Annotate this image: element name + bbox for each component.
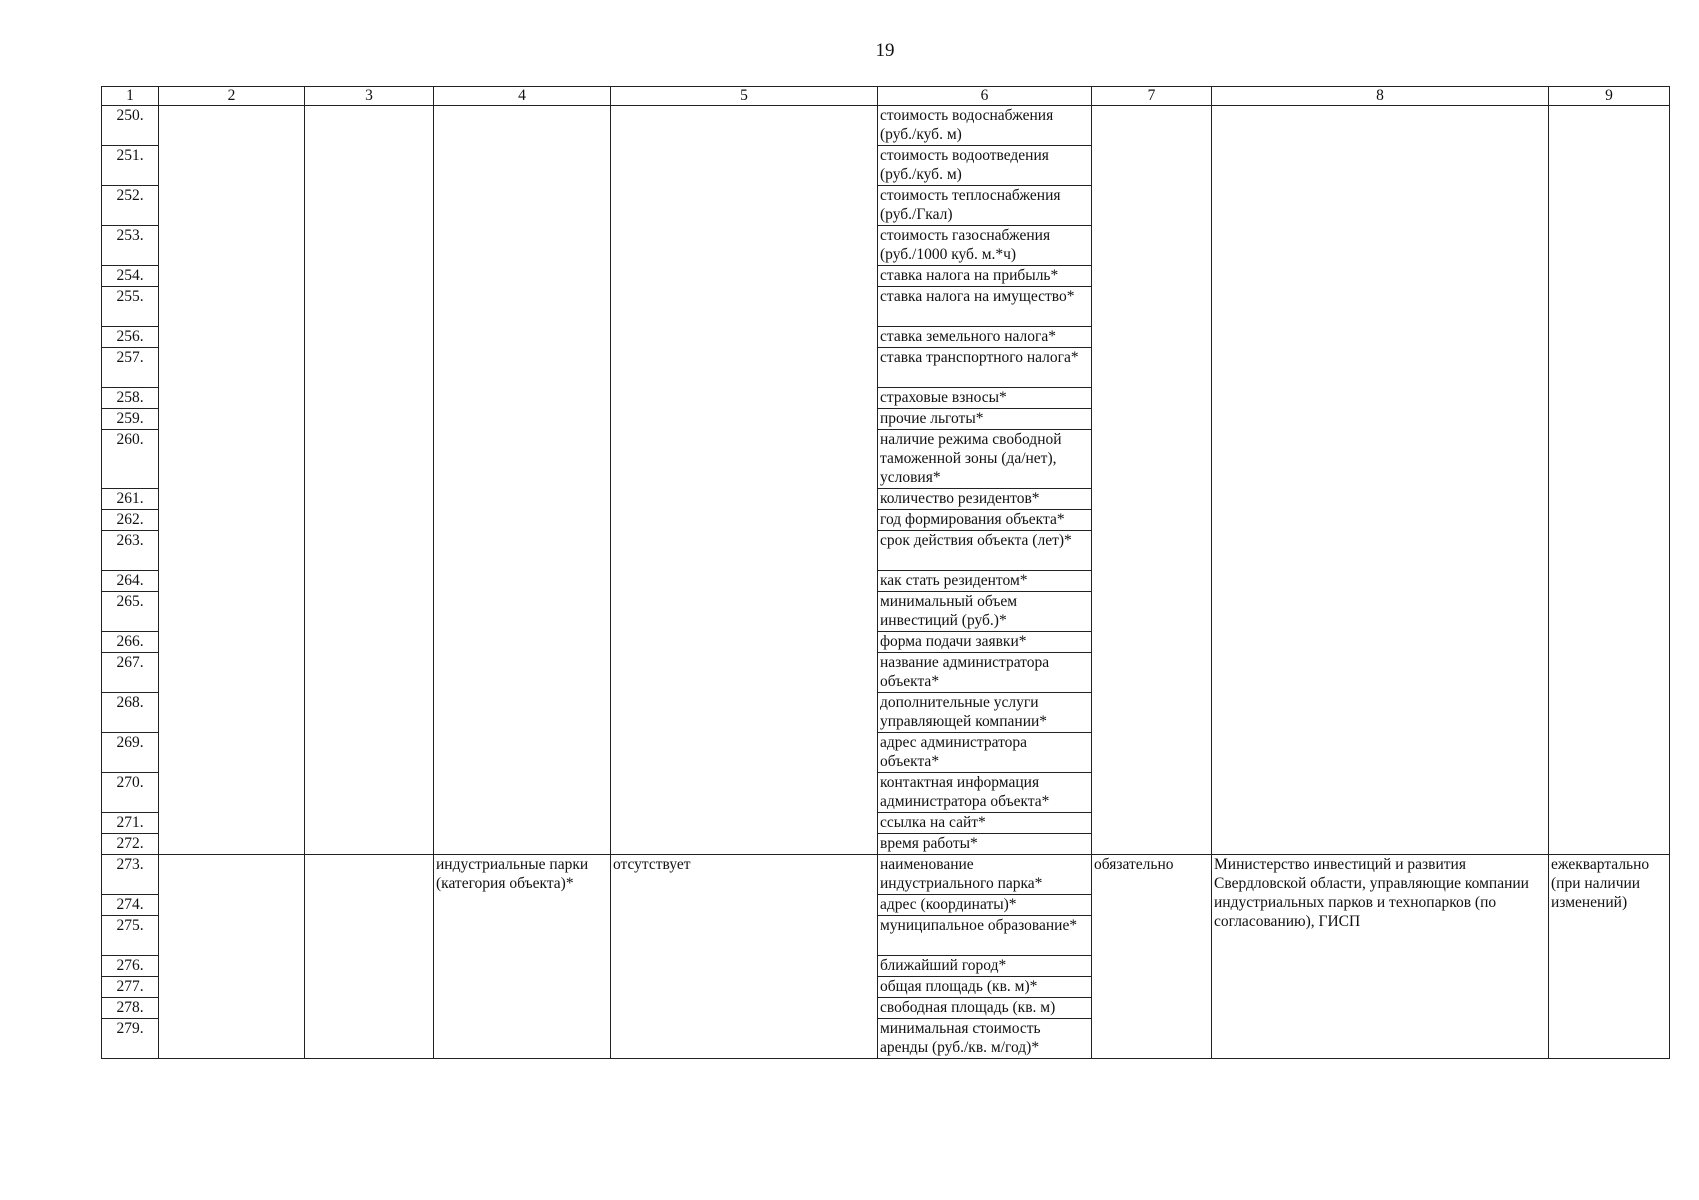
indicator-name: ставка налога на имущество* bbox=[878, 287, 1092, 327]
indicator-name: контактная информация администратора объекта* bbox=[878, 773, 1092, 813]
col-5-cell bbox=[611, 106, 878, 855]
col-3-cell bbox=[305, 106, 434, 855]
row-number: 278. bbox=[102, 998, 159, 1019]
row-number: 259. bbox=[102, 409, 159, 430]
indicator-name: ставка налога на прибыль* bbox=[878, 266, 1092, 287]
col-9-cell bbox=[1549, 106, 1670, 855]
col-8-cell bbox=[1212, 106, 1549, 855]
row-number: 254. bbox=[102, 266, 159, 287]
row-number: 250. bbox=[102, 106, 159, 146]
row-number: 263. bbox=[102, 531, 159, 571]
row-number: 267. bbox=[102, 653, 159, 693]
object-category: индустриальные парки (категория объекта)* bbox=[434, 855, 611, 1059]
indicator-name: форма подачи заявки* bbox=[878, 632, 1092, 653]
indicator-name: как стать резидентом* bbox=[878, 571, 1092, 592]
column-header-8: 8 bbox=[1212, 87, 1549, 106]
row-number: 257. bbox=[102, 348, 159, 388]
row-number: 276. bbox=[102, 956, 159, 977]
column-header-6: 6 bbox=[878, 87, 1092, 106]
row-number: 261. bbox=[102, 489, 159, 510]
column-header-9: 9 bbox=[1549, 87, 1670, 106]
col-4-cell bbox=[434, 106, 611, 855]
row-number: 253. bbox=[102, 226, 159, 266]
row-number: 260. bbox=[102, 430, 159, 489]
row-number: 262. bbox=[102, 510, 159, 531]
column-header-7: 7 bbox=[1092, 87, 1212, 106]
indicator-name: адрес (координаты)* bbox=[878, 895, 1092, 916]
indicator-name: страховые взносы* bbox=[878, 388, 1092, 409]
row-number: 268. bbox=[102, 693, 159, 733]
column-header-4: 4 bbox=[434, 87, 611, 106]
row-number: 277. bbox=[102, 977, 159, 998]
update-frequency: ежеквартально (при наличии изменений) bbox=[1549, 855, 1670, 1059]
col-2-cell bbox=[159, 855, 305, 1059]
indicator-name: ближайший город* bbox=[878, 956, 1092, 977]
table-row bbox=[102, 855, 1670, 895]
page-number: 19 bbox=[875, 40, 895, 61]
row-number: 279. bbox=[102, 1019, 159, 1059]
col-7-cell bbox=[1092, 106, 1212, 855]
indicator-name: прочие льготы* bbox=[878, 409, 1092, 430]
indicator-name: название администратора объекта* bbox=[878, 653, 1092, 693]
column-header-1: 1 bbox=[102, 87, 159, 106]
indicator-name: стоимость водоотведения (руб./куб. м) bbox=[878, 146, 1092, 186]
indicator-name: общая площадь (кв. м)* bbox=[878, 977, 1092, 998]
row-number: 270. bbox=[102, 773, 159, 813]
availability-value: отсутствует bbox=[611, 855, 878, 1059]
column-header-5: 5 bbox=[611, 87, 878, 106]
row-number: 272. bbox=[102, 834, 159, 855]
indicator-name: минимальная стоимость аренды (руб./кв. м/год)* bbox=[878, 1019, 1092, 1059]
row-number: 269. bbox=[102, 733, 159, 773]
col-2-cell bbox=[159, 106, 305, 855]
indicator-name: ставка земельного налога* bbox=[878, 327, 1092, 348]
indicator-name: стоимость теплоснабжения (руб./Гкал) bbox=[878, 186, 1092, 226]
indicator-name: минимальный объем инвестиций (руб.)* bbox=[878, 592, 1092, 632]
table-row bbox=[102, 106, 1670, 146]
row-number: 258. bbox=[102, 388, 159, 409]
row-number: 264. bbox=[102, 571, 159, 592]
row-number: 271. bbox=[102, 813, 159, 834]
indicator-name: стоимость газоснабжения (руб./1000 куб. м.*ч) bbox=[878, 226, 1092, 266]
indicator-name: количество резидентов* bbox=[878, 489, 1092, 510]
column-header-3: 3 bbox=[305, 87, 434, 106]
indicator-name: ставка транспортного налога* bbox=[878, 348, 1092, 388]
row-number: 255. bbox=[102, 287, 159, 327]
responsible-organizations: Министерство инвестиций и развития Свердловской области, управляющие компании индустриальных парков и технопарков (по согласованию), ГИСП bbox=[1212, 855, 1549, 1059]
obligation-status: обязательно bbox=[1092, 855, 1212, 1059]
indicator-name: наименование индустриального парка* bbox=[878, 855, 1092, 895]
indicator-name: ссылка на сайт* bbox=[878, 813, 1092, 834]
row-number: 274. bbox=[102, 895, 159, 916]
indicator-name: наличие режима свободной таможенной зоны (да/нет), условия* bbox=[878, 430, 1092, 489]
header-row bbox=[102, 87, 1670, 106]
indicator-name: свободная площадь (кв. м) bbox=[878, 998, 1092, 1019]
indicator-name: год формирования объекта* bbox=[878, 510, 1092, 531]
row-number: 251. bbox=[102, 146, 159, 186]
row-number: 275. bbox=[102, 916, 159, 956]
row-number: 266. bbox=[102, 632, 159, 653]
col-3-cell bbox=[305, 855, 434, 1059]
indicator-name: время работы* bbox=[878, 834, 1092, 855]
indicator-name: срок действия объекта (лет)* bbox=[878, 531, 1092, 571]
indicator-name: муниципальное образование* bbox=[878, 916, 1092, 956]
row-number: 273. bbox=[102, 855, 159, 895]
indicator-name: стоимость водоснабжения (руб./куб. м) bbox=[878, 106, 1092, 146]
row-number: 265. bbox=[102, 592, 159, 632]
column-header-2: 2 bbox=[159, 87, 305, 106]
data-table bbox=[101, 86, 1670, 1059]
indicator-name: адрес администратора объекта* bbox=[878, 733, 1092, 773]
row-number: 256. bbox=[102, 327, 159, 348]
indicator-name: дополнительные услуги управляющей компании* bbox=[878, 693, 1092, 733]
row-number: 252. bbox=[102, 186, 159, 226]
